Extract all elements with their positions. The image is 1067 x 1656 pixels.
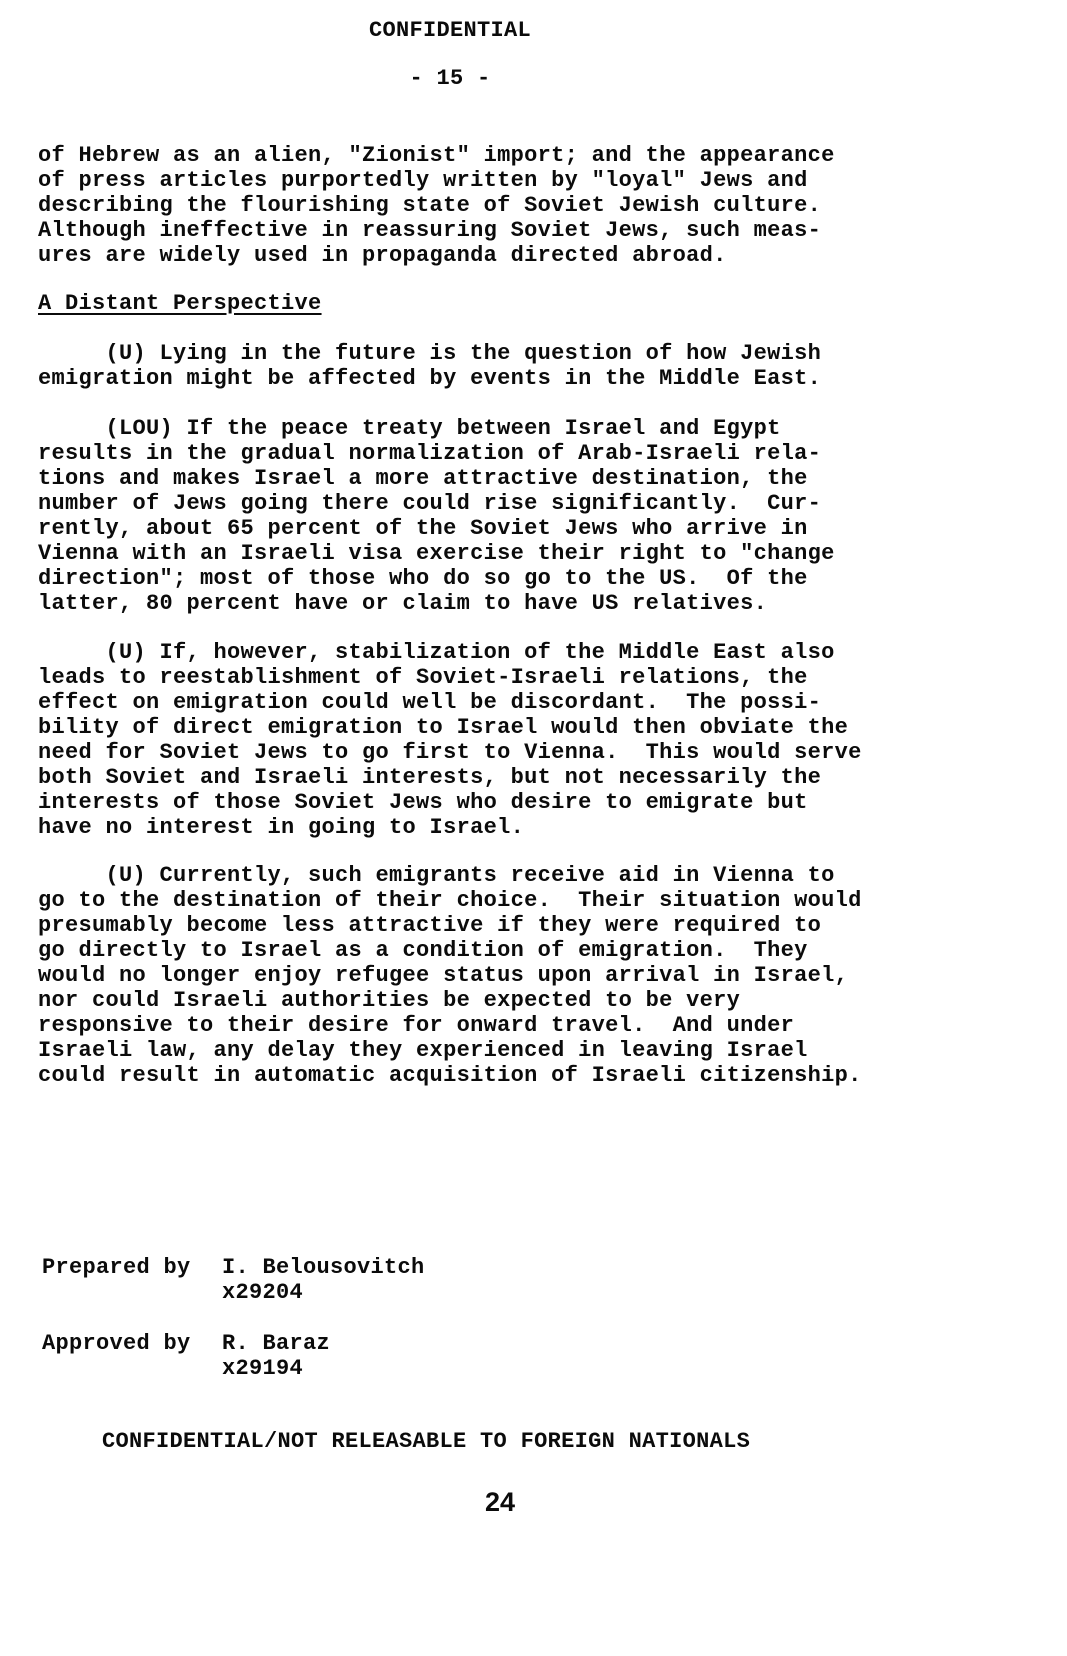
body-paragraph: (U) Currently, such emigrants receive aid in Vienna to go to the destination of their choice. Their situation would presumably become less attractive if they were required to go directly to Israel as a condition of emigration. They would no longer enjoy refugee status upon arrival in Israel, nor could Israeli authorities be expected to be very responsive to their desire for onward travel. And under Israeli law, any delay they experienced in leaving Israel could result in automatic acquisition of Israeli citizenship.	[38, 863, 862, 1088]
header-classification: CONFIDENTIAL	[368, 18, 532, 43]
approved-by-extension: x29194	[222, 1356, 304, 1381]
footer-classification: CONFIDENTIAL/NOT RELEASABLE TO FOREIGN NATIONALS	[102, 1429, 751, 1454]
intro-paragraph: of Hebrew as an alien, "Zionist" import; and the appearance of press articles purportedly written by "loyal" Jews and describing the flourishing state of Soviet Jewish culture. Although ineffective in reassuring Soviet Jews, such meas- ures are widely used in propaganda directed abroad.	[38, 143, 835, 268]
body-paragraph: (LOU) If the peace treaty between Israel and Egypt results in the gradual normalization of Arab-Israeli rela- tions and makes Israel a more attractive destination, the number of Jews going there could rise significantly. Cur- rently, about 65 percent of the Soviet Jews who arrive in Vienna with an Israeli visa exercise their right to "change direction"; most of those who do so go to the US. Of the latter, 80 percent have or claim to have US relatives.	[38, 416, 835, 616]
page-number: - 15 -	[409, 66, 491, 91]
approved-by-label: Approved by	[42, 1331, 191, 1356]
body-paragraph: (U) If, however, stabilization of the Middle East also leads to reestablishment of Soviet-Israeli relations, the effect on emigration could well be discordant. The possi- bility of direct emigration to Israel would then obviate the need for Soviet Jews to go first to Vienna. This would serve both Soviet and Israeli interests, but not necessarily the interests of those Soviet Jews who desire to emigrate but have no interest in going to Israel.	[38, 640, 862, 840]
body-paragraph: (U) Lying in the future is the question of how Jewish emigration might be affected by events in the Middle East.	[38, 341, 822, 391]
prepared-by-extension: x29204	[222, 1280, 304, 1305]
prepared-by-name: I. Belousovitch	[222, 1255, 425, 1280]
prepared-by-label: Prepared by	[42, 1255, 191, 1280]
sheet-number: 24	[484, 1487, 516, 1517]
section-heading: A Distant Perspective	[38, 291, 322, 316]
approved-by-name: R. Baraz	[222, 1331, 331, 1356]
